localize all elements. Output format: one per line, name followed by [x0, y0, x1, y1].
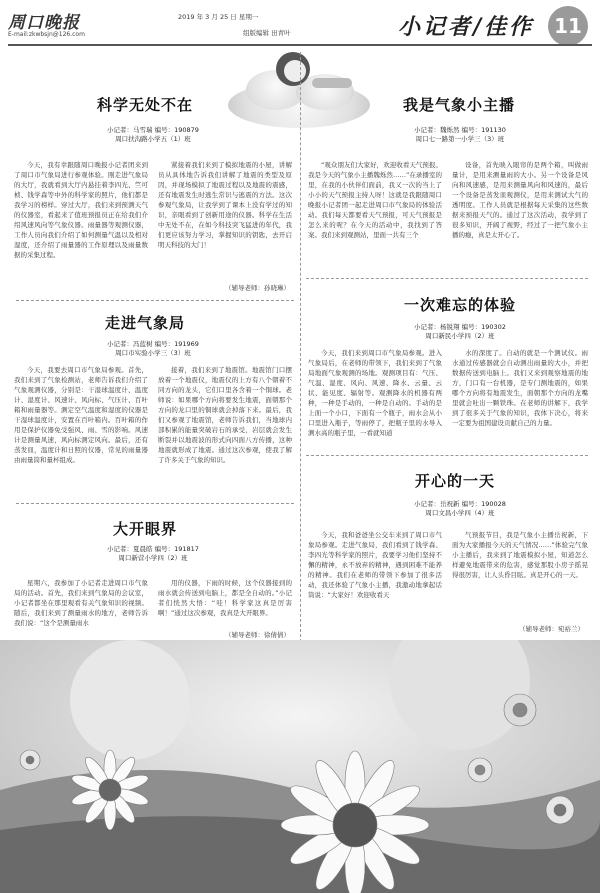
- article-byline: 小记者：杨锐翔 编号：190302: [414, 323, 506, 331]
- article-title-happy: 开心的一天: [414, 472, 495, 490]
- column-divider: [300, 52, 301, 642]
- article-school: 周口七一路第一小学三（3）班: [415, 135, 505, 143]
- masthead-date: 2019 年 3 月 25 日 星期一: [178, 13, 259, 21]
- masthead-editors: 组版编辑 田青叶: [243, 29, 291, 37]
- article-body: “观众朋友们大家好，欢迎收看天气预报。我是今天的气象小主播魏烁然……”在录播室的里，在我的小伙伴们面前，我又一次的当上了小小的天气预报主持人呀！这就是我跟随周口晚报小记者团一起走进周口市气象局的体验活动。我们每天都要看天气预报，可天气预报是怎么来的呢？在今天的活动中，我找到了答案。我们来到观测站，里面一共有三个: [308, 161, 442, 239]
- article-school: 周口文昌小学四（4）班: [425, 509, 495, 517]
- article-mentor: （辅导老师：徐倩倩）: [225, 631, 290, 639]
- row-divider: [16, 503, 294, 504]
- article-body: 水的深度了。自动的就是一个测试仪。雨水通过传感器就会自动测出雨量的大小，并把数据传送到电脑上。我们又来到观察地震的地方，门口有一台机器，是专门测地震的，如果哪个方向将有地震发生，面朝那个方向的龙嘴里就会吐出一颗铁珠。在老师的讲解下，我学到了很多关于气象的知识，我体下决心，将来一定要为祖国建设贡献自己的力量。: [452, 349, 588, 427]
- article-byline: 小记者：夏晨皓 编号：191817: [107, 545, 199, 553]
- article-body: 今天，我要去周口市气象局参观。首先，我们来到了气象检测站，老师告诉我们介绍了气象观测仪器，分别是：干湿球温度计、温度计、湿度计、风速计、风向标、气压计、百叶箱和雨量器等。测定空气温度和湿度的仪器是干湿球温度计，安置在百叶箱内。百叶箱的作用是保护仪器免受强风、雨、雪的影响。风速计是测量风速，风向标测定风向。最后，还有蒸发皿，温度计和日照的仪器，常见的雨量器由雨量筒和量杯组成。: [14, 366, 148, 464]
- article-body: 今天，我们来到周口市气象局参观。进入气象局后，在老师的带领下，我们来到了气象局地面气象观测的场地。观测项目有：气压、气温、湿度、风向、风速、降水、云量、云状、能见度、辐射等。观测降水的机器有两种，一种是手动的，一种是自动的。手动的是上面一个小口，下面有一个瓶子，雨水会从小口里进入瓶子，等雨停了，把瓶子里的水导入测水高的瓶子里，一看就知道: [308, 349, 442, 437]
- article-title-science: 科学无处不在: [96, 96, 193, 114]
- article-school: 周口扶沟路小学五（1）班: [115, 135, 191, 143]
- row-divider: [306, 278, 588, 279]
- masthead-rule: [8, 44, 592, 46]
- article-title-memorable: 一次难忘的体验: [403, 296, 516, 314]
- article-body: 气预报节目，我是气象小主播岳祝新，下面为大家播报今天的天气情况……”体验完气象小主播后，我来到了地震模拟小屋，知道怎么样避免地震带来的危害，感觉那股小房子摇晃得很厉害，让人头昏目眩。真是开心的一天。: [452, 531, 588, 579]
- girl-on-cloud-illustration: [228, 52, 370, 130]
- article-mentor: （辅导老师：孙晓琳）: [225, 284, 290, 292]
- row-divider: [16, 300, 294, 301]
- article-school: 周口新民小学四（2）班: [425, 332, 495, 340]
- article-body: 用的仪器，下雨的时候，这个仪器接到的雨水就会传送到电脑上，都是全自动的。”小记者们恍然大悟：“哇！科学家这真是厉害啊！”通过这次参观，我真是大开眼界。: [158, 579, 292, 617]
- masthead-email: E-mail:zkwbsjn@126.com: [8, 31, 85, 38]
- article-title-enter: 走进气象局: [104, 314, 185, 332]
- article-title-weather: 我是气象小主播: [402, 96, 515, 114]
- newspaper-logo: 周口晚报: [8, 13, 80, 33]
- article-school: 周口新营小学四（2）班: [118, 554, 188, 562]
- article-byline: 小记者：冯蓝树 编号：191969: [107, 340, 199, 348]
- article-byline: 小记者：岳祝新 编号：190028: [414, 500, 506, 508]
- row-divider: [306, 455, 588, 456]
- article-title-eyes: 大开眼界: [112, 520, 177, 538]
- article-body: 紧接着我们来到了模拟地震的小屋，讲解员从具体地告诉我们讲解了地震的类型及原因，并现场模拟了地震过程以及地震的震感，还有地震发生时逃生常识与逃震的方法。这次参观气象局，让我学到了课本上没有学过的知识，亲眼看到了创新用途的仪器。科学在生活中无处不在，在如今科技突飞猛进的年代，我们更应该努力学习，掌握知识的钥匙，去开启明天科技的大门！: [158, 161, 292, 249]
- article-body: 今天，我有幸跟随周口晚报小记者团来到了周口市气象局进行参观体验。刚走进气象局的大厅，我就看到大厅内悬挂着李四光、竺可桢、钱学森等中外的科学家的照片，他们都是我学习的榜样。穿过大厅，我们来到预测天气的仪器室，看起来了值班预报员正在给我们介绍风速风向等气象仪器。雨量器等观测仪器，工作人员向我们介绍了如何测量气温以及相对湿度，还介绍了雨量器的工作原理以及雨量数据的采集过程。: [14, 161, 148, 259]
- article-body: 今天，我和爸爸坐公交车来到了周口市气象局参观。走进气象局，我们看到了钱学森、李四光等科学家的照片，我要学习他们坚持不懈的精神，永不放弃的精神，遇到困难不能养的精神。我们在老师的带领下参加了很多活动，我还体验了气象小主播，我激动地拿起话筒说：“大家好！欢迎收看天: [308, 531, 442, 599]
- section-title: 小记者/佳作: [398, 14, 535, 40]
- article-byline: 小记者：魏烁然 编号：191130: [414, 126, 506, 134]
- article-mentor: （辅导老师：宛裕兰）: [519, 625, 584, 633]
- article-byline: 小记者：马雪瑞 编号：190879: [107, 126, 199, 134]
- article-body: 星期六，我参加了小记者走进周口市气象局的活动。首先，我们来到气象局的会议室，小记者都坐在那里观看有关气象知识的视频。随后，我们来到了测量雨水的地方，老师告诉我们说：“这个是测量雨水: [14, 579, 148, 627]
- article-body: 接着，我们来到了地震馆。地震馆门口摆放着一个地震仪，地震仪的上方有八个朝着不同方向的龙头，它们口里各含着一个铜球。老师说：如果哪个方向将要发生地震，面朝那个方向的龙口里的铜球就会掉落下来。最后，我们又参观了地震馆，老师告诉我们，当地球内部积累的能量突破岩石的承受，岩层就会发生断裂并以地震波的形式向四面八方传播，这种地震就形成了地震。通过这次参观，使我了解了许多关于气象的知识。: [158, 366, 292, 464]
- page-number-badge: 11: [548, 6, 588, 46]
- article-body: 设备，首先映入眼帘的是两个箱，叫做雨量计，是用来测量雨的大小。另一个设备是风向和风速感，是用来测量风向和风速的，最后一个设备是蒸发皿观测仪，是用来测试大气的透明度。工作人员就是根据每天采集的这些数据来预报天气的。通过了这次活动，我学到了很多知识，开阔了视野，经过了一把气象小主播的瘾，真是太开心了。: [452, 161, 588, 239]
- flower-field-illustration: [0, 640, 600, 893]
- article-school: 周口市实验小学三（3）班: [115, 349, 191, 357]
